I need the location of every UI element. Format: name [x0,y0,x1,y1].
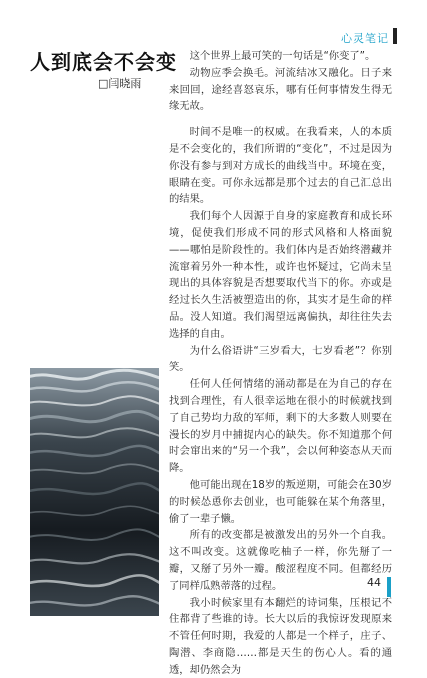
article-paragraph: 时间不是唯一的权威。在我看来，人的本质是不会变化的，我们所谓的“变化”，不过是因为你没有参与到对方成长的曲线当中。环境在变，眼睛在变。可你永远都是那个过去的自己汇总出的结果。 [169,124,392,208]
article-paragraph: 任何人任何情绪的涌动都是在为自己的存在找到合理性，有人很幸运地在很小的时候就找到了自己势均力敌的军师，剩下的大多数人则要在漫长的岁月中捕捉内心的缺失。你不知道那个何时会窜出来的“另一个我”，会以何种姿态从天而降。 [169,376,392,477]
page-marker-bar [387,577,391,597]
article-paragraph: 这个世界上最可笑的一句话是“你变了”。 [169,48,392,65]
article-paragraph: 我小时候家里有本翻烂的诗词集，压根记不住都背了些谁的诗。长大以后的我惊讶发现原来不管任何时期，我爱的人都是一个样子，庄子、陶潜、李商隐……都是天生的伤心人。看的通透，却仍然会为 [169,595,392,678]
article-author: □闫晓雨 [98,75,141,91]
article-paragraph: 我们每个人因源于自身的家庭教育和成长环境，促使我们形成不同的形式风格和人格面貌——哪怕是阶段性的。我们体内是否始终潜藏并流窜着另外一种本性，或许也怀疑过，它尚未呈现出的具体容貌是否想要取代当下的你。亦或是经过长久生活被塑造出的你，其实才是生命的样品。没人知道。我们渴望远离偏执，却往往失去选择的自由。 [169,208,392,342]
article-paragraph: 为什么俗语讲“三岁看大，七岁看老”？你别笑。 [169,343,392,377]
page-number: 44 [367,576,381,589]
water-waves-photo [30,368,159,616]
article-paragraph: 他可能出现在18岁的叛逆期，可能会在30岁的时候怂恿你去创业，也可能躲在某个角落里，偷了一辈子懒。 [169,477,392,527]
section-marker-bar [393,28,397,44]
section-label: 心灵笔记 [341,30,389,46]
article-title: 人到底会不会变 [30,46,177,75]
article-body [169,48,392,678]
article-paragraph: 所有的改变都是被激发出的另外一个自我。这不叫改变。这就像吃柚子一样，你先掰了一瓣，又掰了另外一瓣。酸涩程度不同。但都经历了同样瓜熟蒂落的过程。 [169,527,392,594]
article-paragraph: 动物应季会换毛。河流结冰又融化。日子来来回回，途经喜怒哀乐，哪有任何事情发生得无缘无故。 [169,65,392,115]
